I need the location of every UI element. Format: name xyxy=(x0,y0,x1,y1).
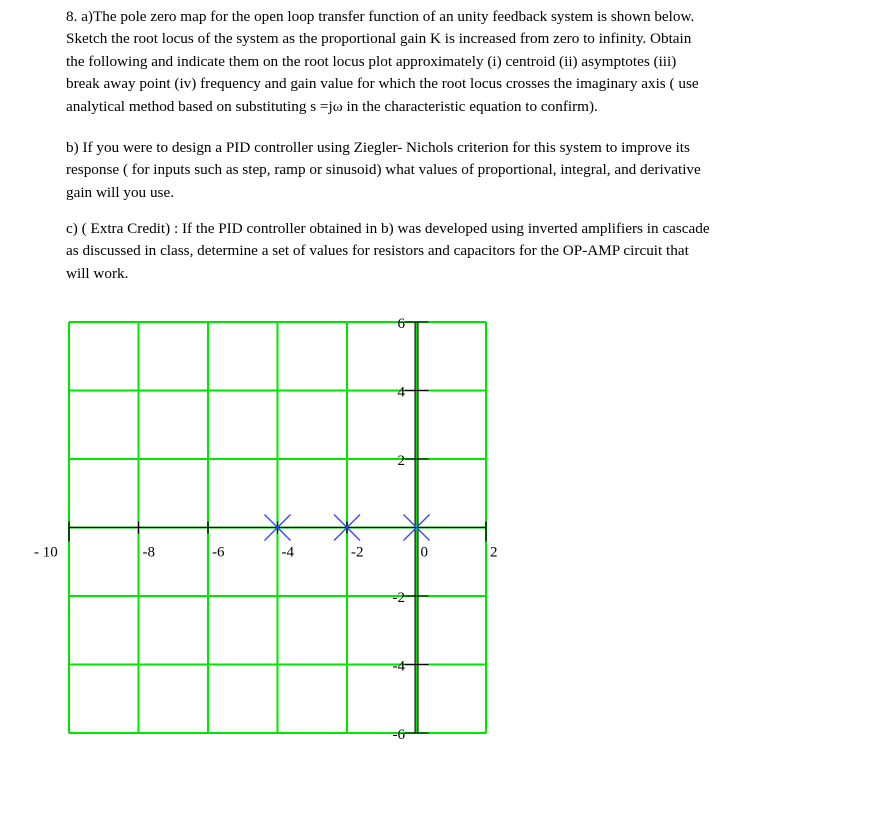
part-a-line: analytical method based on substituting s =jω in the characteristic equation to confirm). xyxy=(66,97,598,115)
x-tick-label: -4 xyxy=(281,544,294,561)
part-b-line: b) If you were to design a PID controller using Ziegler- Nichols criterion for this system to improve its xyxy=(66,139,690,156)
part-a-line: 8. a)The pole zero map for the open loop transfer function of an unity feedback system is shown below. xyxy=(66,8,695,25)
part-c-line: will work. xyxy=(66,264,129,282)
x-tick-label: -8 xyxy=(142,544,155,561)
y-tick-label: 4 xyxy=(397,384,405,401)
x-tick-label: -6 xyxy=(212,544,225,561)
part-c-line: c) ( Extra Credit) : If the PID controller obtained in b) was developed using inverted amplifiers in cascade xyxy=(66,220,710,237)
x-tick-label: 2 xyxy=(490,544,498,561)
part-a-line: break away point (iv) frequency and gain value for which the root locus crosses the imaginary axis ( use xyxy=(66,75,699,93)
y-tick-label: 6 xyxy=(397,316,405,332)
x-tick-label: 0 xyxy=(420,544,428,561)
y-tick-label: -6 xyxy=(392,727,405,743)
y-tick-label: -2 xyxy=(392,590,405,606)
part-c-line: as discussed in class, determine a set of values for resistors and capacitors for the OP-AMP circuit that xyxy=(66,242,689,260)
part-b-line: response ( for inputs such as step, ramp or sinusoid) what values of proportional, integral, and derivative xyxy=(66,161,701,179)
x-tick-label: -2 xyxy=(351,544,364,561)
part-a-line: Sketch the root locus of the system as the proportional gain K is increased from zero to infinity. Obtain xyxy=(66,30,692,48)
y-tick-label: -4 xyxy=(392,658,405,675)
x-tick-label: - 10 xyxy=(34,544,58,561)
part-a-line: the following and indicate them on the root locus plot approximately (i) centroid (ii) asymptotes (iii) xyxy=(66,52,677,70)
y-tick-label: 2 xyxy=(397,453,405,469)
part-b-line: gain will you use. xyxy=(66,183,174,201)
